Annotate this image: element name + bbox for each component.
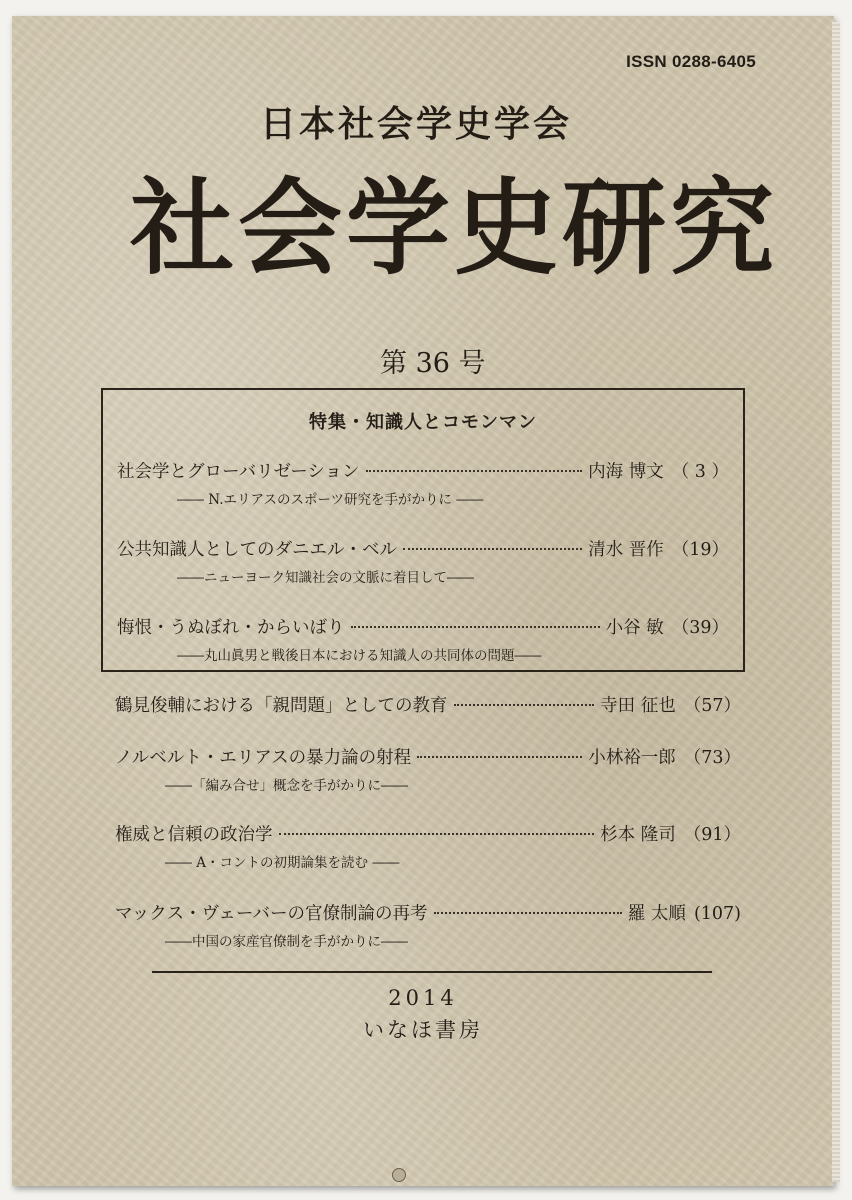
article-subtitle: ――中国の家産官僚制を手がかりに―― (165, 934, 408, 950)
society-name: 日本社会学史学会 (260, 104, 573, 145)
toc-entry (117, 458, 729, 508)
leader-dots (403, 548, 582, 550)
article-author: 杉本 隆司 (600, 825, 676, 845)
article-title: マックス・ヴェーバーの官僚制論の再考 (115, 904, 428, 924)
article-author: 小谷 敏 (605, 618, 664, 638)
journal-title: 社会学史研究 (130, 167, 779, 289)
article-page: (107) (693, 904, 741, 924)
punch-mark (392, 1168, 406, 1182)
leader-dots (454, 704, 595, 706)
article-author: 小林裕一郎 (588, 748, 676, 768)
article-page: （19） (671, 540, 729, 560)
issue-number: 第 36 号 (380, 348, 486, 379)
toc-entry (115, 744, 741, 794)
article-title: ノルベルト・エリアスの暴力論の射程 (115, 748, 412, 768)
toc-entry (115, 900, 741, 950)
article-author: 清水 晋作 (588, 540, 664, 560)
article-author: 羅 太順 (627, 904, 686, 924)
leader-dots (366, 470, 583, 472)
journal-cover (12, 16, 834, 1186)
article-page: （39） (671, 618, 729, 638)
article-title: 悔恨・うぬぼれ・からいばり (117, 618, 345, 638)
article-title: 公共知識人としてのダニエル・ベル (117, 540, 397, 560)
article-subtitle: ―― A・コントの初期論集を読む ―― (165, 855, 400, 871)
feature-title: 特集・知識人とコモンマン (309, 412, 537, 433)
publication-year: 2014 (388, 986, 458, 1010)
article-page: （ 3 ） (671, 462, 729, 482)
article-subtitle: ――丸山眞男と戦後日本における知識人の共同体の問題―― (177, 648, 542, 664)
article-title: 鶴見俊輔における「親問題」としての教育 (115, 696, 448, 716)
article-title: 権威と信頼の政治学 (115, 825, 273, 845)
article-title: 社会学とグローバリゼーション (117, 462, 360, 482)
toc-entry (115, 692, 741, 717)
article-page: （73） (683, 748, 741, 768)
toc-entry (117, 614, 729, 664)
leader-dots (279, 833, 595, 835)
article-author: 内海 博文 (588, 462, 664, 482)
leader-dots (351, 626, 600, 628)
article-page: （57） (683, 696, 741, 716)
toc-entry (117, 536, 729, 586)
leader-dots (417, 756, 582, 758)
publisher-name: いなほ書房 (363, 1018, 483, 1042)
article-author: 寺田 征也 (600, 696, 676, 716)
article-subtitle: ――「編み合せ」概念を手がかりに―― (165, 778, 408, 794)
issn-label: ISSN 0288-6405 (626, 52, 756, 71)
toc-entry (115, 821, 741, 871)
article-subtitle: ―― N.エリアスのスポーツ研究を手がかりに ―― (177, 492, 484, 508)
leader-dots (434, 912, 622, 914)
divider-rule (152, 971, 712, 973)
article-subtitle: ――ニューヨーク知識社会の文脈に着目して―― (177, 570, 474, 586)
article-page: （91） (683, 825, 741, 845)
feature-section (101, 388, 745, 672)
